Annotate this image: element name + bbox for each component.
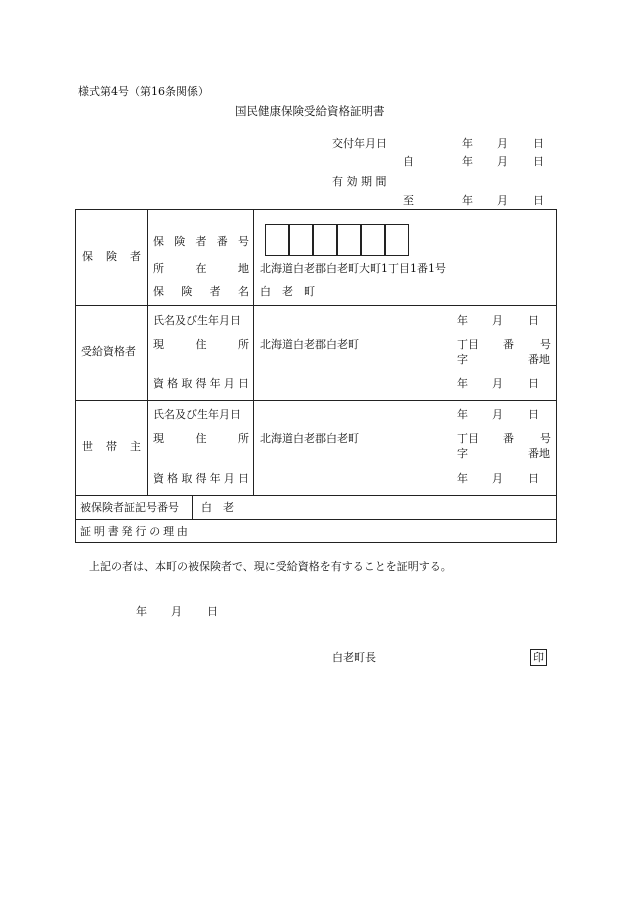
form-number: 様式第4号（第16条関係） bbox=[78, 85, 209, 98]
divider bbox=[147, 209, 148, 495]
recipient-go: 号 bbox=[540, 338, 551, 351]
householder-chome: 丁目 bbox=[457, 432, 479, 445]
householder-birth-day: 日 bbox=[528, 408, 539, 421]
from-year: 年 bbox=[462, 155, 473, 168]
recipient-birth-year: 年 bbox=[457, 314, 468, 327]
householder-address-value: 北海道白老郡白老町 bbox=[260, 432, 359, 445]
validity-label: 有 効 期 間 bbox=[332, 175, 387, 188]
certification-statement: 上記の者は、本町の被保険者で、現に受給資格を有することを証明する。 bbox=[89, 560, 452, 573]
householder-birth-month: 月 bbox=[492, 408, 503, 421]
householder-go: 号 bbox=[540, 432, 551, 445]
from-month: 月 bbox=[497, 155, 508, 168]
seal-mark: 印 bbox=[530, 649, 547, 666]
recipient-aza: 字 bbox=[457, 353, 468, 366]
issue-month: 月 bbox=[497, 137, 508, 150]
insurer-address-value: 北海道白老郡白老町大町1丁目1番1号 bbox=[260, 262, 446, 275]
householder-acquired-day: 日 bbox=[528, 472, 539, 485]
divider bbox=[192, 495, 193, 519]
householder-birth-year: 年 bbox=[457, 408, 468, 421]
recipient-name-birth-label: 氏名及び生年月日 bbox=[153, 314, 241, 327]
card-number-label: 被保険者証記号番号 bbox=[80, 501, 179, 514]
insurer-section-label: 保 険 者 bbox=[82, 250, 142, 263]
to-month: 月 bbox=[497, 194, 508, 207]
recipient-ban: 番 bbox=[503, 338, 514, 351]
issue-date-label: 交付年月日 bbox=[332, 137, 387, 150]
issue-day: 日 bbox=[533, 137, 544, 150]
divider bbox=[75, 519, 557, 520]
divider bbox=[75, 495, 557, 496]
recipient-acquired-day: 日 bbox=[528, 377, 539, 390]
document-title: 国民健康保険受給資格証明書 bbox=[235, 104, 385, 118]
insurer-name-label: 保 険 者 名 bbox=[153, 285, 249, 298]
insurer-number-digit[interactable] bbox=[265, 224, 289, 256]
insurer-number-digit[interactable] bbox=[313, 224, 337, 256]
insurer-number-digit[interactable] bbox=[361, 224, 385, 256]
recipient-birth-month: 月 bbox=[492, 314, 503, 327]
insurer-address-label: 所 在 地 bbox=[153, 262, 249, 275]
householder-name-birth-label: 氏名及び生年月日 bbox=[153, 408, 241, 421]
recipient-banchi: 番地 bbox=[528, 353, 550, 366]
recipient-address-label: 現 住 所 bbox=[153, 338, 249, 351]
cert-month: 月 bbox=[171, 605, 182, 618]
recipient-chome: 丁目 bbox=[457, 338, 479, 351]
to-year: 年 bbox=[462, 194, 473, 207]
to-day: 日 bbox=[533, 194, 544, 207]
insurer-number-label: 保 険 者 番 号 bbox=[153, 235, 249, 248]
recipient-acquired-month: 月 bbox=[492, 377, 503, 390]
householder-section-label: 世 帯 主 bbox=[82, 440, 142, 453]
validity-to-label: 至 bbox=[403, 194, 414, 207]
insurer-number-digit[interactable] bbox=[385, 224, 409, 256]
householder-banchi: 番地 bbox=[528, 447, 550, 460]
householder-acquired-label: 資 格 取 得 年 月 日 bbox=[153, 472, 249, 485]
cert-year: 年 bbox=[136, 605, 147, 618]
card-number-value: 白 老 bbox=[201, 501, 234, 514]
householder-acquired-month: 月 bbox=[492, 472, 503, 485]
householder-aza: 字 bbox=[457, 447, 468, 460]
householder-address-label: 現 住 所 bbox=[153, 432, 249, 445]
recipient-section-label: 受給資格者 bbox=[81, 345, 136, 358]
insurer-number-digit[interactable] bbox=[289, 224, 313, 256]
insurer-name-value: 白 老 町 bbox=[260, 285, 315, 298]
divider bbox=[253, 209, 254, 495]
from-day: 日 bbox=[533, 155, 544, 168]
cert-day: 日 bbox=[207, 605, 218, 618]
reason-label: 証 明 書 発 行 の 理 由 bbox=[80, 525, 188, 538]
recipient-acquired-year: 年 bbox=[457, 377, 468, 390]
signer-title: 白老町長 bbox=[332, 651, 376, 664]
recipient-birth-day: 日 bbox=[528, 314, 539, 327]
householder-ban: 番 bbox=[503, 432, 514, 445]
issue-year: 年 bbox=[462, 137, 473, 150]
recipient-address-value: 北海道白老郡白老町 bbox=[260, 338, 359, 351]
householder-acquired-year: 年 bbox=[457, 472, 468, 485]
validity-from-label: 自 bbox=[403, 155, 414, 168]
insurer-number-digit[interactable] bbox=[337, 224, 361, 256]
recipient-acquired-label: 資 格 取 得 年 月 日 bbox=[153, 377, 249, 390]
